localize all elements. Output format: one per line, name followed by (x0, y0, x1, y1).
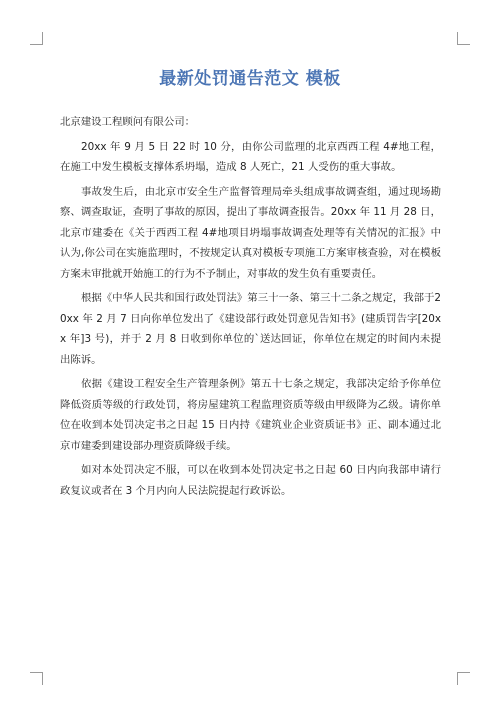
page-corner-mark-bottom-left (30, 672, 43, 685)
page-corner-mark-top-right (457, 32, 470, 45)
paragraph-incident: 20xx 年 9 月 5 日 22 时 10 分，由你公司监理的北京西西工程 4#地工程，在施工中发生模板支撑体系坍塌，造成 8 人死亡，21 人受伤的重大事故。 (60, 140, 441, 173)
document-body (60, 112, 441, 505)
paragraph-legal-basis: 根据《中华人民共和国行政处罚法》第三十一条、第三十二条之规定，我部于20xx 年 2 月 7 日向你单位发出了《建设部行政处罚意见告知书》(建质罚告字[20xx 年]3 号)，并于 2 月 8 日收到你单位的`送达回证，你单位在规定的时间内未提出陈诉。 (60, 292, 441, 366)
page-corner-mark-bottom-right (457, 672, 470, 685)
document-title: 最新处罚通告范文 模板 (159, 69, 341, 89)
page-corner-mark-top-left (30, 32, 43, 45)
paragraph-investigation: 事故发生后，由北京市安全生产监督管理局牵头组成事故调查组，通过现场勘察、调查取证，查明了事故的原因，提出了事故调查报告。20xx 年 11 月 28 日，北京市建委在《关于西西工程 4#地项目坍塌事故调查处理等有关情况的汇报》中认为,你公司在实施监理时，不按规定认真对模板专项施工方案审核查验，对在模板方案未审批就开始施工的行为不予制止，对事故的发生负有重要责任。 (60, 185, 441, 280)
paragraph-penalty-decision: 依据《建设工程安全生产管理条例》第五十七条之规定，我部决定给予你单位降低资质等级的行政处罚，将房屋建筑工程监理资质等级由甲级降为乙级。请你单位在收到本处罚决定书之日起 15 日内持《建筑业企业资质证书》正、副本通过北京市建委到建设部办理资质降级手续。 (60, 378, 441, 452)
paragraph-appeal-rights: 如对本处罚决定不服，可以在收到本处罚决定书之日起 60 日内向我部申请行政复议或者在 3 个月内向人民法院提起行政诉讼。 (60, 464, 441, 497)
salutation: 北京建设工程顾问有限公司： (60, 116, 196, 128)
